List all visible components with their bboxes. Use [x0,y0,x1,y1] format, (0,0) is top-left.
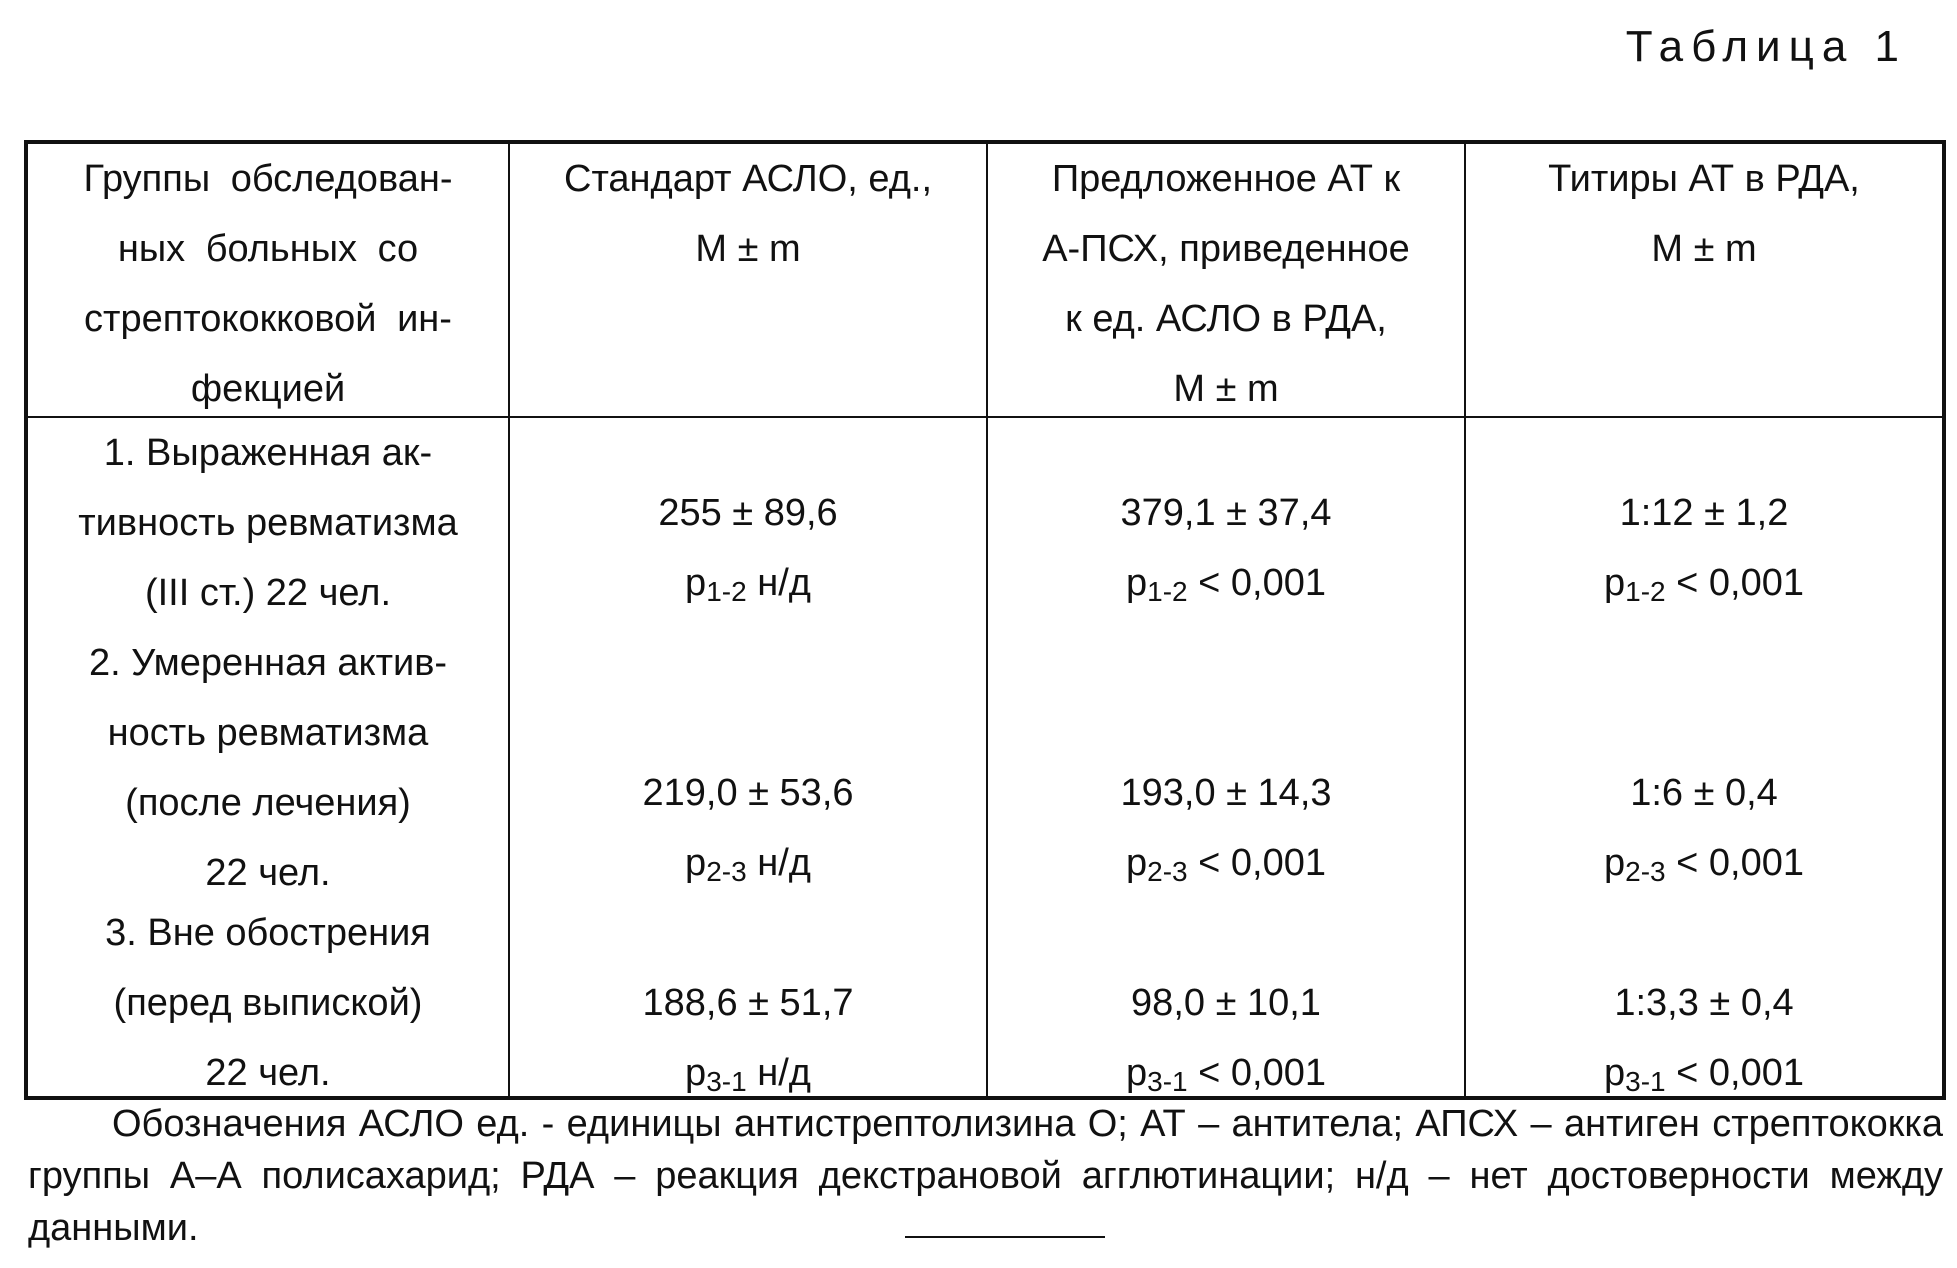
value: 219,0 ± 53,6 [642,772,854,814]
p-value: $p_{1-2}$ н/д [685,562,811,607]
group-line: ность ревматизма [107,712,429,754]
header-at [988,144,1464,424]
p-value: $p_{3-1} < 0,001$ [1125,1052,1326,1097]
row3-group [28,898,508,1108]
group-line: 22 чел. [205,1052,331,1094]
row1-titer [1466,478,1942,627]
header-line: фекцией [190,368,346,410]
row2-at [988,758,1464,907]
row1-aslo [510,478,986,627]
value: 255 ± 89,6 [658,492,838,534]
header-line: ных больных со [117,228,419,270]
header-line: M ± m [1651,228,1757,270]
p-value: $p_{2-3}$ н/д [685,842,811,887]
header-line: стрептококковой ин- [84,298,452,340]
p-value: $p_{1-2} < 0,001$ [1125,562,1326,607]
header-line: Предложенное АТ к [1051,158,1401,200]
row1-group [28,418,508,628]
header-line: Стандарт АСЛО, ед., [564,158,932,200]
group-line: 1. Выраженная ак- [103,432,433,474]
header-titer [1466,144,1942,284]
value: 193,0 ± 14,3 [1120,772,1332,814]
value: 1:12 ± 1,2 [1619,492,1789,534]
header-aslo [510,144,986,284]
header-line: Группы обследован- [83,158,453,200]
table-title: Таблица 1 [1625,22,1907,71]
row3-at [988,968,1464,1117]
row3-titer [1466,968,1942,1117]
group-line: 3. Вне обострения [105,912,431,954]
header-line: M ± m [695,228,801,270]
p-value: $p_{2-3} < 0,001$ [1603,842,1804,887]
group-line: тивность ревматизма [78,502,458,544]
value: 1:3,3 ± 0,4 [1614,982,1794,1024]
group-line: (перед выпиской) [113,982,423,1024]
data-table [24,140,1946,1100]
header-line: к ед. АСЛО в РДА, [1065,298,1387,340]
value: 98,0 ± 10,1 [1131,982,1321,1024]
value: 379,1 ± 37,4 [1120,492,1332,534]
header-line: А-ПСХ, приведенное [1042,228,1410,270]
p-value: $p_{2-3} < 0,001$ [1125,842,1326,887]
row1-at [988,478,1464,627]
value: 1:6 ± 0,4 [1630,772,1778,814]
row3-aslo [510,968,986,1117]
table-notes: Обозначения АСЛО ед. - единицы антистрептолизина О; АТ – антитела; АПСХ – антиген стрептококка группы А–А полисахарид; РДА – реакция декстрановой агглютинации; н/д – нет достоверности между данными. [28,1103,1943,1249]
p-value: $p_{3-1}$ н/д [685,1052,811,1097]
group-line: 2. Умеренная актив- [88,642,448,684]
header-line: M ± m [1173,368,1279,410]
p-value: $p_{3-1} < 0,001$ [1603,1052,1804,1097]
row2-titer [1466,758,1942,907]
group-line: (после лечения) [125,782,411,824]
group-line: (III ст.) 22 чел. [144,572,392,614]
p-value: $p_{1-2} < 0,001$ [1603,562,1804,607]
group-line: 22 чел. [205,852,331,894]
row2-group [28,628,508,908]
value: 188,6 ± 51,7 [642,982,854,1024]
row2-aslo [510,758,986,907]
closing-rule [905,1236,1105,1238]
header-groups [28,144,508,424]
header-line: Титиры АТ в РДА, [1548,158,1860,200]
